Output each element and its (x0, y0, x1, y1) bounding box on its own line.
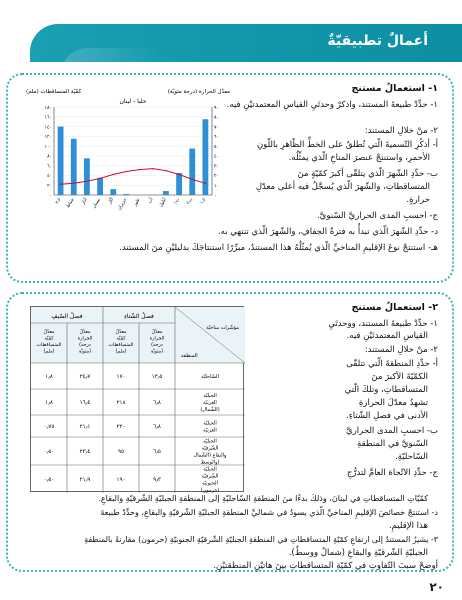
table-region-cell: الجنوبيّة (202, 480, 218, 487)
table-winter-temp-cell: ٦٫٨ (153, 400, 161, 406)
table-col-header-winter-precip: (ملم) (115, 349, 127, 355)
table-region-cell: السّاحليّة (201, 374, 219, 380)
s1-line-2: أ- أذكُرِ التّسميةَ الّتي تُطلقُ على الخطِّ الظّاهرِ باللّونِ (256, 140, 438, 150)
s1-line-7: ج- احسبِ المدى الحراريَّ السّنويَّ. (317, 211, 438, 221)
chart-x-label: آذار (81, 197, 89, 206)
chart-right-tick: ٨٠ (214, 115, 219, 121)
table-col-header-summer-temp: معدّلُ (79, 330, 91, 335)
chart-x-label: ك١ (199, 197, 208, 206)
s2-line-17: أوضحْ سببَ التّفاوتِ في كمّيّةِ المتساقطاتِ بينَ هاتيْنِ المنطقتيْنِ. (213, 561, 438, 571)
table-col-header-summer-precip: كمّيّة (44, 336, 54, 342)
chart-x-label: تمّوز (132, 197, 142, 208)
chart-left-tick: ١٦٠ (44, 115, 52, 121)
s1-line-0: ١- حدِّدْ طبيعةَ المستند، واذكرْ وحدتَيِ القياسِ المعتمدتيْنِ فيه. (226, 100, 438, 110)
table-summer-precip-cell: ١٫٨ (45, 374, 53, 380)
climate-table (30, 306, 244, 492)
table-region-cell: الجبليّة (203, 438, 217, 445)
s2-line-16: الجبليّةِ الشّرقيّةِ والبقاعِ (شمالٌ ووسطٌ). (288, 548, 428, 558)
s1-line-3: الأحمرِ، واستنتجْ عنصرَ المناخِ الّذي يمثِّلُه. (288, 153, 430, 163)
table-winter-precip-cell: ١٧٠ (116, 374, 126, 380)
table-region-cell: الجبليّة (203, 420, 217, 427)
chart-left-tick: ٤٠ (47, 174, 52, 180)
chart-temperature-line (61, 169, 206, 185)
s1-line-6: حرارةٍ. (406, 195, 430, 205)
table-col-header-summer-temp: مئويّة) (78, 349, 92, 355)
chart-left-tick: ٨٠ (47, 154, 52, 160)
s2-line-8: ب- احسبِ المدى الحراريَّ (346, 426, 438, 436)
chart-right-tick: ٣٠ (214, 164, 219, 170)
s2-line-2: ٢- منْ خلالِ المستند: (364, 345, 438, 355)
chart-ylabel-left: كمّيّة المتساقطات (ملم) (26, 89, 82, 95)
chart-left-tick: ٠ (49, 193, 52, 199)
table-summer-temp-cell: ٢١٫٩ (79, 477, 91, 483)
climate-table-svg (31, 307, 245, 493)
s1-line-4: ب- حدِّدِ الشّهرَ الّذي يتلقّى أكبرَ كمّيّةٍ منَ (297, 169, 438, 179)
chart-title: حلبا - لبنان (119, 98, 147, 105)
chart-temperature-point (152, 168, 153, 169)
table-corner-top: مؤشّرات مناخيّة (206, 325, 239, 331)
s2-line-9: السّنويَّ في المنطقةِ (357, 439, 428, 449)
table-winter-temp-cell: ٦٫٨ (153, 424, 161, 430)
chart-right-tick: ٩٠ (214, 105, 219, 111)
table-winter-temp-cell: ٩٫٣ (153, 477, 161, 483)
table-winter-precip-cell: ٩٥ (117, 449, 125, 455)
s1-line-5: المتساقطاتِ، والشّهرَ الّذي يُسجَّلُ فيه أعلى معدّلِ (255, 182, 430, 192)
chart-temperature-point (192, 179, 193, 180)
chart-temperature-point (139, 169, 140, 170)
table-col-header-winter-temp: (درجة (151, 343, 163, 348)
s2-line-4: الكمّيّةَ الأكبرَ منَ (371, 372, 428, 382)
table-region-cell: الجبليّة (203, 393, 217, 399)
chart-x-label: حزيران (117, 197, 129, 212)
table-region-cell: الشّرقيّة (201, 445, 219, 452)
exercise-2-card (6, 292, 454, 572)
table-region-cell: والبقاع (الشّمال (193, 452, 227, 459)
chart-left-tick: ١٠٠ (44, 144, 52, 150)
table-corner-bottom: المنطقة (181, 353, 198, 359)
table-col-header-winter-precip: معدّلُ (115, 330, 127, 335)
table-summer-precip-cell: ٠٫٥٠ (43, 449, 55, 455)
s1-line-9: هـ- استنتجْ نوعَ الإقليمِ المناخيِّ الّذي يُمثّلُهُ هذا المستندُ، مبرِّرًا استنتاجَكَ بدليليْنِ منَ المستند. (119, 243, 438, 253)
table-region-cell: والوسط) (200, 459, 220, 466)
climate-chart-svg (24, 85, 232, 225)
chart-right-tick: ٦٠ (214, 135, 219, 141)
table-winter-precip-cell: ٢٢٠ (116, 424, 126, 430)
table-winter-precip-cell: ١٩٠ (116, 477, 126, 483)
s1-line-1: ٢- منْ خلالِ المستند: (364, 126, 438, 136)
s2-line-13: د- استنتجْ خصائصَ الإقليمِ المناخيِّ الّذي يسودُ في شماليِّ المنطقةِ الجبليّةِ الشّرقيّةِ والبقاعِ، وحدِّدْ طبيعةَ (100, 508, 438, 517)
table-col-header-winter-temp: مئويّة) (150, 349, 164, 355)
chart-bar (110, 189, 116, 195)
table-col-header-summer-precip: معدّلُ (43, 330, 55, 335)
chart-bar (97, 178, 103, 195)
s1-line-8: د- حدِّدِ الشّهرَ الّذي تبدأُ به فترةُ الجفافِ، والشّهرَ الّذي تنتهي به. (217, 227, 438, 237)
s2-line-5: المتساقطاتِ، وتلكَ الّتي (344, 385, 428, 395)
table-col-header-winter-precip: المتساقطات (108, 343, 134, 348)
table-summer-temp-cell: ١٦٫٤ (79, 400, 91, 406)
table-winter-precip-cell: ٢١٨ (116, 400, 126, 406)
chart-left-tick: ١٨٠ (44, 105, 52, 111)
exercise-2-title: ٢- استعمالُ مستنج (351, 302, 438, 313)
climate-chart (24, 85, 232, 225)
chart-x-label: أيلول (158, 197, 168, 209)
chart-bar (189, 149, 195, 195)
table-col-header-winter-temp: معدّلُ (151, 330, 163, 335)
table-summer-precip-cell: ٠٫٥٠ (43, 477, 55, 483)
s2-line-6: تشهدُ معدّلَ الحرارةِ (358, 398, 428, 408)
table-summer-temp-cell: ٢٣٫٤ (79, 449, 91, 455)
s2-line-11: ج- حدِّدِ الاتّجاهَ العامَّ لتدرُّجِ (346, 468, 438, 478)
chart-temperature-point (113, 174, 114, 175)
chart-x-label: ك٢ (54, 197, 63, 206)
chart-left-tick: ١٤٠ (44, 125, 52, 131)
chart-x-label: شباط (65, 197, 76, 210)
s2-line-1: القياسِ المعتمدتَيْنِ فيه. (346, 331, 428, 341)
table-region-cell: الشّرقيّة (201, 473, 219, 480)
chart-right-tick: ٤٠ (214, 154, 219, 160)
table-winter-temp-cell: ١٣٫٥ (151, 374, 163, 380)
chart-x-label: نيسان (91, 197, 102, 210)
chart-temperature-point (178, 174, 179, 175)
table-col-header-summer-precip: المتساقطات (36, 343, 62, 348)
table-summer-header: فصلُ الصّيفِ (51, 313, 83, 320)
header-bar (30, 24, 462, 62)
chart-bar (163, 191, 169, 195)
header (0, 0, 462, 62)
table-col-header-summer-temp: الحرارة (77, 336, 93, 342)
chart-bar (176, 173, 182, 195)
chart-left-tick: ٢٠ (47, 184, 52, 190)
table-region-cell: الغربيّة (203, 400, 217, 406)
chart-right-tick: ١٠ (214, 184, 219, 190)
s2-line-7: الأدنى في فصلِ الشّتاءِ. (346, 411, 428, 421)
table-region-cell: الغربيّة (203, 427, 217, 434)
s2-line-15: ٣- يشيرُ المستندُ إلى ارتفاعِ كمّيّةِ المتساقطاتِ في المنطقةِ الجبليّةِ الشّرقيّةِ الجنوبيّةِ (حرمون) مقارنةً بالمنطقةِ (84, 535, 438, 544)
chart-temperature-point (73, 183, 74, 184)
chart-temperature-point (60, 184, 61, 185)
chart-temperature-point (99, 178, 100, 179)
table-winter-temp-cell: ٦٫٥ (153, 449, 161, 455)
s2-line-12: كمّيّاتِ المتساقطاتِ في لبنانَ، وذلكَ بدءًا منَ المنطقةِ السّاحليّةِ إلى المنطقةِ الجبليّةِ الشّرقيّةِ والبقاعِ. (98, 494, 428, 503)
exercise-1-title: ١- استعمالُ مستنج (351, 83, 438, 94)
table-region-cell: الجبليّة (203, 466, 217, 473)
exercise-1-card (6, 73, 454, 283)
table-summer-precip-cell: ٠٫٧٥ (43, 424, 55, 430)
table-col-header-summer-precip: (ملم) (43, 349, 55, 355)
chart-x-label: ت٢ (186, 197, 194, 206)
table-summer-precip-cell: ١٫٨ (45, 400, 53, 406)
table-region-cell: (الشّمال) (200, 407, 220, 413)
chart-left-tick: ١٢٠ (44, 135, 52, 141)
chart-bar (124, 194, 130, 195)
s2-line-14: هذا الإقليمِ. (388, 521, 428, 531)
s2-line-0: ١- حدِّدْ طبيعةَ المستند، ووحدتَيِ (328, 319, 438, 329)
chart-x-label: ت١ (173, 197, 181, 206)
chart-temperature-point (165, 170, 166, 171)
chart-right-tick: ٠ (214, 193, 217, 199)
chart-right-tick: ٧٠ (214, 125, 219, 131)
chart-right-tick: ٥٠ (214, 144, 219, 150)
page-title: أعمالٌ تطبيقيّةٌ (327, 33, 428, 49)
chart-left-tick: ٦٠ (47, 164, 52, 170)
s2-line-3: أ- حدِّدِ المنطقةَ الّتي تتلقّى (346, 359, 438, 369)
table-summer-temp-cell: ٢١٫١ (79, 424, 91, 430)
chart-x-label: أيّار (107, 197, 115, 206)
chart-x-label: آب (147, 197, 155, 205)
chart-temperature-point (205, 183, 206, 184)
table-summer-temp-cell: ٢٤٫٧ (79, 374, 91, 380)
chart-temperature-point (126, 171, 127, 172)
s2-line-10: السّاحليّةِ. (394, 452, 428, 462)
chart-bar (71, 139, 77, 195)
table-col-header-winter-temp: الحرارة (149, 336, 165, 342)
chart-right-tick: ٢٠ (214, 174, 219, 180)
chart-temperature-point (86, 181, 87, 182)
page-number: ٢٠ (429, 580, 444, 594)
table-winter-header: فصلُ الشّتاءِ (124, 313, 154, 320)
table-col-header-winter-precip: كمّيّة (116, 336, 126, 342)
chart-bar (84, 158, 90, 195)
table-col-header-summer-temp: (درجة (79, 343, 91, 348)
chart-ylabel-right: معدّل الحرارة (درجة مئويّة) (167, 89, 230, 95)
table-region-cell: (حرمون) (200, 487, 220, 493)
